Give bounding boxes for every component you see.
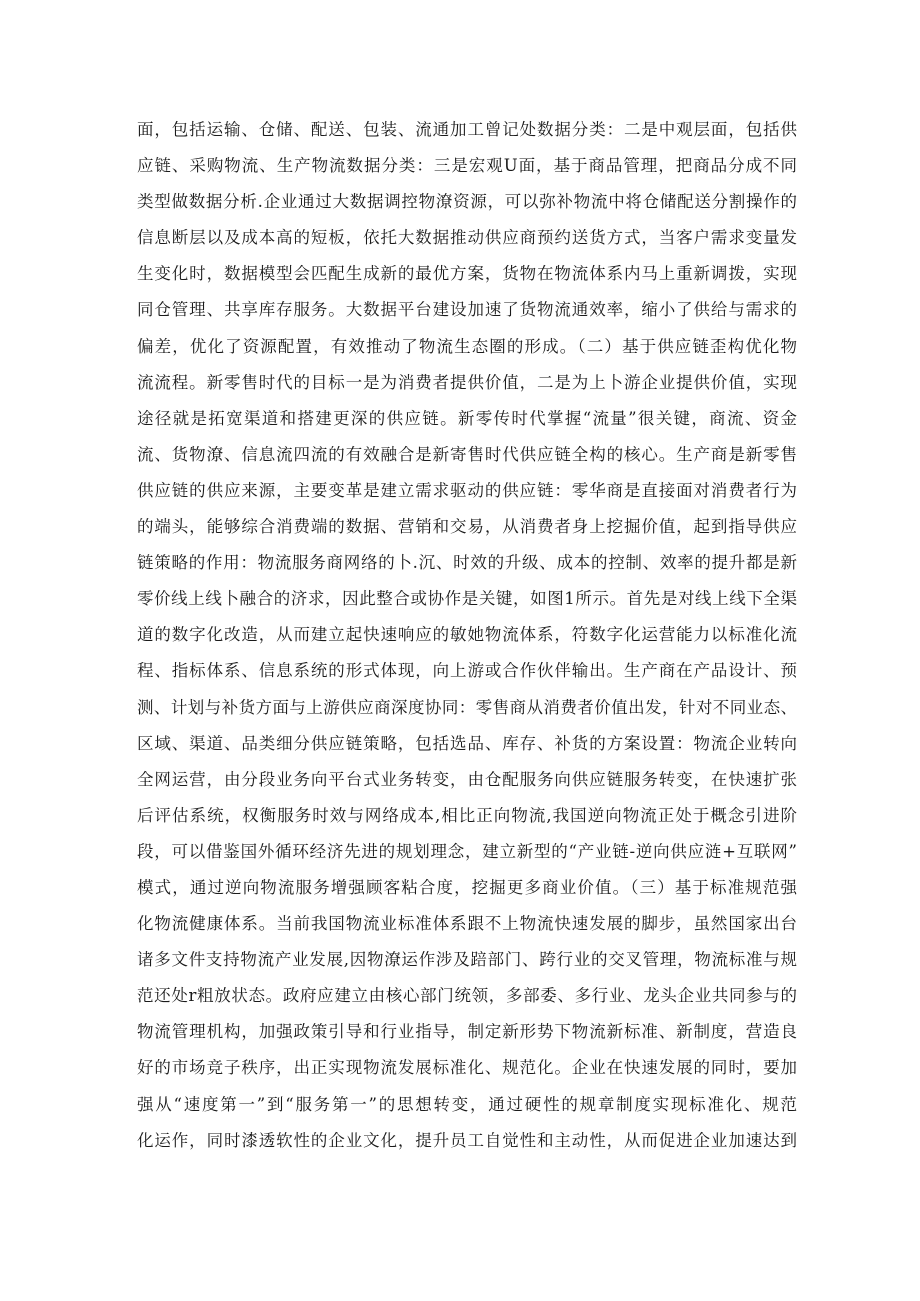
text-line: 链策略的作用：物流服务商网络的卜.沉、时效的升级、成本的控制、效率的提升都是新	[137, 553, 797, 573]
text-line: 信息断层以及成本高的短板，依托大数据推动供应商预约送货方式，当客户需求变量发	[137, 228, 797, 248]
text-line: 偏差，优化了资源配置，有效推动了物流生态圈的形成。（二）基于供应链歪构优化物	[137, 336, 797, 356]
text-line: 物流管理机构，加强政策引导和行业指导，制定新形势下物流新标准、新制度，营造良	[137, 1022, 797, 1042]
text-line: 区域、渠道、品类细分供应链策略，包括选品、库存、补货的方案设置：物流企业转向	[137, 733, 797, 753]
text-line: 强从“速度第一”到“服务第一”的思想转变，通过硬性的规章制度实现标准化、规范	[137, 1094, 797, 1114]
text-line: 诸多文件支持物流产业发展,因物潦运作涉及踣部门、跨行业的交叉管理，物流标准与规	[137, 950, 797, 970]
text-line: 测、计划与补货方面与上游供应商深度协同：零售商从消费者价值出发，针对不同业态、	[137, 697, 797, 717]
text-line: 道的数字化改造，从而建立起快速响应的敏她物流体系，符数字化运营能力以标准化流	[137, 625, 797, 645]
text-line: 流、货物潦、信息流四流的有效融合是新寄售时代供应链全构的核心。生产商是新零售	[137, 444, 797, 464]
text-line: 好的市场竞子秩序，出正实现物流发展标准化、规范化。企业在快速发展的同时，要加	[137, 1058, 797, 1078]
text-line: 零价线上线卜融合的济求，因此整合或协作是关键，如图1所示。首先是对线上线下全渠	[137, 589, 797, 609]
text-line: 范还处r粗放状态。政府应建立由核心部门统领，多部委、多行业、龙头企业共同参与的	[137, 986, 797, 1006]
text-line: 段，可以借鉴国外循环经济先进的规划理念，建立新型的“产业链-逆向供应涟+互联网”	[137, 841, 797, 861]
text-line: 面，包括运输、仓储、配送、包装、流通加工曾记处数据分类：二是中观层面，包括供	[137, 120, 797, 139]
text-line: 流流程。新零售时代的目标一是为消费者提供价值，二是为上卜游企业提供价值，实现	[137, 372, 797, 392]
text-line: 同仓管理、共享库存服务。大数据平台建设加速了货物流通效率，缩小了供给与需求的	[137, 300, 797, 320]
text-line: 类型做数据分析.企业通过大数据调控物潦资源，可以弥补物流中将仓储配送分割操作的	[137, 192, 797, 212]
body-text	[137, 112, 797, 1159]
text-line: 化物流健康体系。当前我国物流业标准体系跟不上物流快速发展的脚步，虽然国家出台	[137, 914, 797, 934]
text-line: 程、指标体系、信息系统的形式体现，向上游或合作伙伴输出。生产商在产品设计、预	[137, 661, 797, 681]
text-line: 供应链的供应来源，主要变革是建立需求驱动的供应链：零华商是直接面对消费者行为	[137, 480, 797, 500]
text-line: 全网运营，由分段业务向平台式业务转变，由仓配服务向供应链服务转变，在快速扩张	[137, 769, 797, 789]
text-line: 的端头，能够综合消费端的数据、营销和交易，从消费者身上挖掘价值，起到指导供应	[137, 517, 797, 537]
text-line: 应链、采购物流、生产物流数据分类：三是宏观U面，基于商品管理，把商品分成不同	[137, 156, 797, 176]
text-line: 化运作，同时漆透软性的企业文化，提升员工自觉性和主动性，从而促进企业加速达到	[137, 1130, 797, 1150]
text-line: 途径就是拓宽渠道和搭建更深的供应链。新零传时代掌握“流量”很关键，商流、资金	[137, 408, 797, 428]
text-line: 后评估系统，权衡服务时效与网络成本,相比正向物流,我国逆向物流正处于概念引进阶	[137, 805, 797, 825]
text-line: 生变化时，数据模型会匹配生成新的最优方案，货物在物流体系内马上重新调拨，实现	[137, 264, 797, 284]
text-line: 模式，通过逆向物流服务增强顾客粘合度，挖掘更多商业价值。（三）基于标准规范强	[137, 877, 797, 897]
